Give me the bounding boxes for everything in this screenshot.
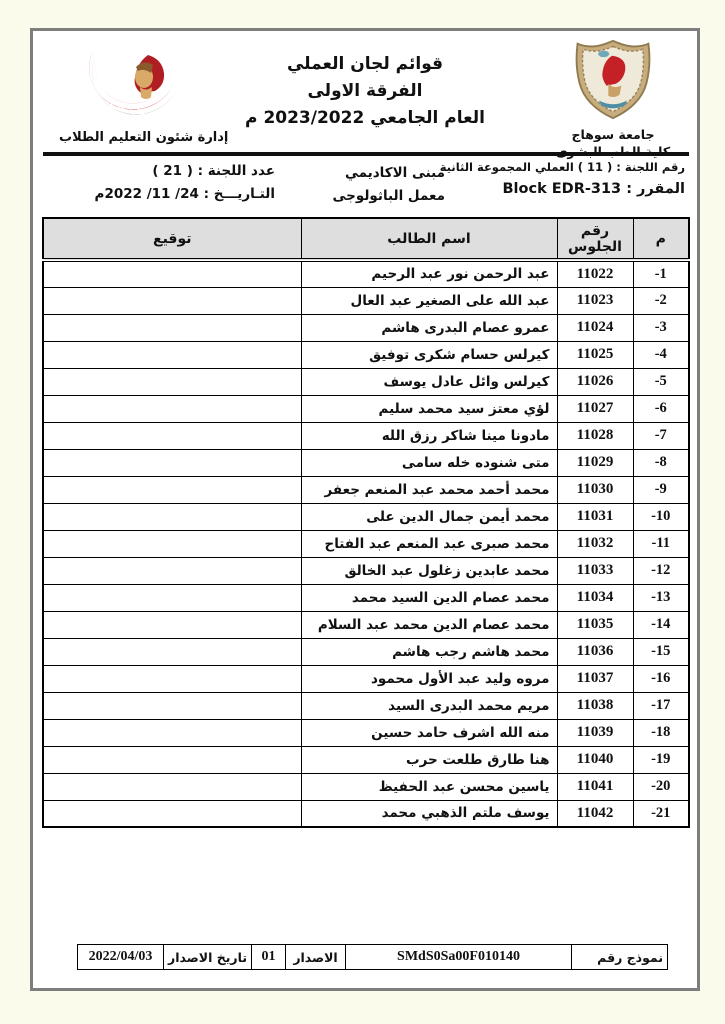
serial-cell: -11 [633, 530, 689, 557]
student-name-cell: محمد عابدين زغلول عبد الخالق [301, 557, 557, 584]
serial-cell: -5 [633, 368, 689, 395]
committee-info-block [440, 160, 685, 197]
form-footer-container [77, 944, 668, 970]
student-name-cell: هنا طارق طلعت حرب [301, 746, 557, 773]
table-row [43, 530, 689, 557]
table-row [43, 746, 689, 773]
student-name-cell: محمد أحمد محمد عبد المنعم جعفر [301, 476, 557, 503]
signature-cell [43, 449, 301, 476]
serial-cell: -16 [633, 665, 689, 692]
student-name-cell: عبد الله على الصغير عبد العال [301, 287, 557, 314]
serial-cell: -7 [633, 422, 689, 449]
university-name: جامعة سوهاج [571, 127, 655, 142]
seat-number-cell: 11033 [557, 557, 633, 584]
seat-number-cell: 11032 [557, 530, 633, 557]
table-row [43, 692, 689, 719]
serial-cell: -12 [633, 557, 689, 584]
count-date-block [95, 160, 275, 206]
seat-number-cell: 11041 [557, 773, 633, 800]
signature-cell [43, 638, 301, 665]
lab-line: معمل الباثولوجى [332, 188, 445, 204]
signature-cell [43, 665, 301, 692]
committee-count-line: عدد اللجنة : ( 21 ) [152, 163, 275, 179]
title-line-2: الفرقة الاولى [307, 81, 423, 101]
student-table-container [42, 217, 690, 828]
signature-cell [43, 611, 301, 638]
student-name-cell: عمرو عصام البدرى هاشم [301, 314, 557, 341]
serial-cell: -18 [633, 719, 689, 746]
signature-cell [43, 773, 301, 800]
serial-cell: -21 [633, 800, 689, 827]
table-row [43, 719, 689, 746]
serial-cell: -2 [633, 287, 689, 314]
student-name-cell: لؤي معتز سيد محمد سليم [301, 395, 557, 422]
signature-cell [43, 719, 301, 746]
student-name-cell: مريم محمد البدرى السيد [301, 692, 557, 719]
seat-number-cell: 11026 [557, 368, 633, 395]
student-name-cell: محمد عصام الدين محمد عبد السلام [301, 611, 557, 638]
seat-number-cell: 11040 [557, 746, 633, 773]
seat-number-cell: 11030 [557, 476, 633, 503]
left-logo-caption: إدارة شئون التعليم الطلاب [59, 130, 229, 145]
student-name-cell: مادونا مينا شاكر رزق الله [301, 422, 557, 449]
course-line: المقرر : Block EDR-313 [502, 181, 685, 197]
seat-number-cell: 11024 [557, 314, 633, 341]
seat-number-cell: 11025 [557, 341, 633, 368]
serial-cell: -15 [633, 638, 689, 665]
student-name-cell: محمد عصام الدين السيد محمد [301, 584, 557, 611]
signature-cell [43, 287, 301, 314]
signature-cell [43, 368, 301, 395]
serial-cell: -1 [633, 260, 689, 287]
table-row [43, 611, 689, 638]
student-name-cell: عبد الرحمن نور عبد الرحيم [301, 260, 557, 287]
table-row [43, 287, 689, 314]
page-frame [30, 28, 700, 991]
table-row [43, 341, 689, 368]
issue-date-label: تاريخ الاصدار [164, 945, 252, 970]
signature-cell [43, 260, 301, 287]
signature-cell [43, 746, 301, 773]
building-line: مبنى الاكاديمي [344, 165, 445, 181]
header-seat-number: رقم الجلوس [557, 218, 633, 260]
table-row [43, 584, 689, 611]
location-info-block [285, 162, 445, 208]
signature-cell [43, 584, 301, 611]
table-row [43, 665, 689, 692]
form-number-value: SMdS0Sa00F010140 [346, 945, 572, 970]
table-row [43, 503, 689, 530]
signature-cell [43, 395, 301, 422]
serial-cell: -13 [633, 584, 689, 611]
committee-number-line: رقم اللجنة : ( 11 ) العملي المجموعة الثانية [439, 160, 685, 174]
table-row [43, 557, 689, 584]
signature-cell [43, 341, 301, 368]
seat-number-cell: 11034 [557, 584, 633, 611]
table-row [43, 773, 689, 800]
seat-number-cell: 11037 [557, 665, 633, 692]
seat-number-cell: 11023 [557, 287, 633, 314]
serial-cell: -6 [633, 395, 689, 422]
form-number-label: نموذج رقم [572, 945, 668, 970]
serial-cell: -3 [633, 314, 689, 341]
serial-cell: -14 [633, 611, 689, 638]
table-row [43, 422, 689, 449]
table-row [43, 368, 689, 395]
shield-logo-icon [571, 39, 655, 121]
table-row [43, 638, 689, 665]
student-name-cell: محمد أيمن جمال الدين على [301, 503, 557, 530]
form-footer-row [78, 945, 668, 970]
date-line: التـاريـــخ : 24/ 11/ 2022م [94, 186, 275, 202]
serial-cell: -8 [633, 449, 689, 476]
header-serial: م [633, 218, 689, 260]
signature-cell [43, 422, 301, 449]
signature-cell [43, 503, 301, 530]
seat-number-cell: 11031 [557, 503, 633, 530]
title-line-1: قوائم لجان العملي [286, 54, 444, 74]
student-table [42, 217, 690, 828]
table-row [43, 260, 689, 287]
issue-label: الاصدار [286, 945, 346, 970]
seat-number-cell: 11022 [557, 260, 633, 287]
table-header-row [43, 218, 689, 260]
signature-cell [43, 800, 301, 827]
signature-cell [43, 476, 301, 503]
serial-cell: -10 [633, 503, 689, 530]
serial-cell: -17 [633, 692, 689, 719]
signature-cell [43, 530, 301, 557]
seat-number-cell: 11029 [557, 449, 633, 476]
title-line-3: العام الجامعي 2023/2022 م [245, 108, 485, 128]
table-row [43, 476, 689, 503]
table-row [43, 449, 689, 476]
student-name-cell: كيرلس وائل عادل يوسف [301, 368, 557, 395]
seat-number-cell: 11036 [557, 638, 633, 665]
student-name-cell: يوسف ملتم الذهبي محمد [301, 800, 557, 827]
signature-cell [43, 692, 301, 719]
student-name-cell: كيرلس حسام شكرى توفيق [301, 341, 557, 368]
svg-text:جامعة سوهاج: جامعة سوهاج [95, 37, 156, 60]
table-row [43, 395, 689, 422]
serial-cell: -4 [633, 341, 689, 368]
seat-number-cell: 11039 [557, 719, 633, 746]
student-name-cell: ياسين محسن عبد الحفيظ [301, 773, 557, 800]
header-divider [43, 152, 689, 156]
student-name-cell: محمد هاشم رجب هاشم [301, 638, 557, 665]
serial-cell: -9 [633, 476, 689, 503]
student-name-cell: مروه وليد عبد الأول محمود [301, 665, 557, 692]
serial-cell: -19 [633, 746, 689, 773]
serial-cell: -20 [633, 773, 689, 800]
header-signature: توقيع [43, 218, 301, 260]
svg-text:كلية الطب: كلية الطب [98, 100, 146, 118]
table-row [43, 800, 689, 827]
seat-number-cell: 11028 [557, 422, 633, 449]
signature-cell [43, 314, 301, 341]
issue-date-value: 2022/04/03 [78, 945, 164, 970]
issue-value: 01 [252, 945, 286, 970]
seat-number-cell: 11038 [557, 692, 633, 719]
signature-cell [43, 557, 301, 584]
student-name-cell: محمد صبرى عبد المنعم عبد الفتاح [301, 530, 557, 557]
seat-number-cell: 11035 [557, 611, 633, 638]
form-footer-table [77, 944, 668, 970]
seat-number-cell: 11027 [557, 395, 633, 422]
student-name-cell: منه الله اشرف حامد حسين [301, 719, 557, 746]
university-logo [555, 39, 671, 160]
seat-number-cell: 11042 [557, 800, 633, 827]
header-student-name: اسم الطالب [301, 218, 557, 260]
student-name-cell: متى شنوده خله سامى [301, 449, 557, 476]
table-row [43, 314, 689, 341]
